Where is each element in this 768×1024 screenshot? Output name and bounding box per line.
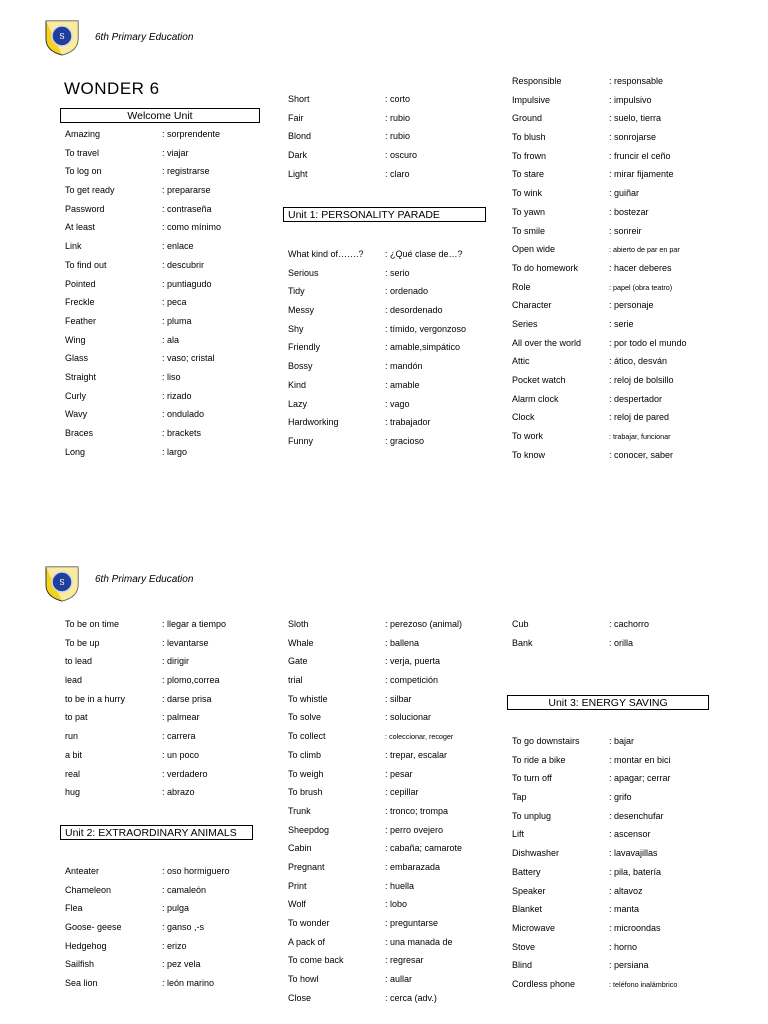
spanish-translation: : despertador (609, 393, 663, 404)
english-term: Link (65, 241, 82, 252)
spanish-translation: : ballena (385, 637, 420, 648)
english-term: To find out (65, 259, 107, 270)
unit1-heading: Unit 1: PERSONALITY PARADE (283, 207, 486, 222)
english-term: Ground (512, 113, 543, 124)
english-term: Print (288, 880, 307, 891)
spanish-translation: : león marino (162, 978, 215, 989)
spanish-translation: : manta (609, 904, 640, 915)
spanish-translation: : oso hormiguero (162, 866, 230, 876)
english-term: To collect (288, 731, 326, 742)
spanish-translation: : suelo, tierra (609, 113, 662, 124)
english-term: Flea (65, 903, 83, 914)
english-term: Impulsive (512, 94, 551, 105)
english-term: Cordless phone (512, 978, 576, 989)
spanish-translation: : sorprendente (162, 129, 221, 139)
english-term: At least (65, 222, 96, 233)
spanish-translation: : rubio (385, 112, 411, 123)
spanish-translation: : pesar (385, 768, 413, 779)
spanish-translation: : desordenado (385, 305, 443, 316)
spanish-translation: : guiñar (609, 188, 640, 199)
english-term: Clock (512, 412, 535, 423)
english-term: Whale (288, 637, 314, 648)
spanish-translation: : prepararse (162, 185, 211, 196)
spanish-translation: : largo (162, 446, 188, 457)
spanish-translation: : plomo,correa (162, 675, 220, 686)
spanish-translation: : tronco; trompa (385, 805, 449, 816)
svg-text:S: S (59, 578, 65, 587)
spanish-translation: : cabaña; camarote (385, 843, 463, 854)
english-term: Hedgehog (65, 940, 107, 951)
spanish-translation: : huella (385, 880, 415, 891)
english-term: To travel (65, 147, 100, 158)
spanish-translation: : pluma (162, 315, 192, 326)
spanish-translation: : vaso; cristal (162, 353, 215, 364)
english-term: Lift (512, 829, 525, 840)
spanish-translation: : ascensor (609, 829, 651, 840)
spanish-translation: : mirar fijamente (609, 169, 674, 180)
english-term: All over the world (512, 337, 582, 348)
english-term: To yawn (512, 206, 546, 217)
english-term: Kind (288, 379, 307, 390)
spanish-translation: : solucionar (385, 712, 432, 723)
english-term: Goose- geese (65, 922, 122, 933)
spanish-translation: : silbar (385, 693, 412, 704)
spanish-translation: : palmear (162, 712, 200, 723)
spanish-translation: : trepar, escalar (385, 749, 448, 760)
spanish-translation: : regresar (385, 955, 424, 966)
spanish-translation: : gracioso (385, 435, 425, 446)
english-term: To go downstairs (512, 736, 580, 746)
english-term: Anteater (65, 866, 100, 876)
spanish-translation: : coleccionar, recoger (385, 732, 454, 742)
english-term: lead (65, 675, 83, 686)
spanish-translation: : camaleón (162, 884, 207, 895)
spanish-translation: : abrazo (162, 787, 195, 798)
english-term: Tidy (288, 286, 305, 297)
school-label: 6th Primary Education (95, 574, 194, 585)
english-term: Chameleon (65, 884, 112, 895)
english-term: Sloth (288, 619, 309, 629)
spanish-translation: : llegar a tiempo (162, 619, 227, 629)
english-term: To howl (288, 974, 319, 985)
english-term: To ride a bike (512, 754, 566, 765)
english-term: Dark (288, 150, 308, 161)
english-term: Blond (288, 131, 312, 142)
unit2-heading: Unit 2: EXTRAORDINARY ANIMALS (60, 825, 253, 840)
english-term: To brush (288, 787, 323, 798)
spanish-translation: : un poco (162, 749, 200, 760)
english-term: to pat (65, 712, 88, 723)
spanish-translation: : oscuro (385, 150, 418, 161)
spanish-translation: : cerca (adv.) (385, 992, 437, 1003)
english-term: Stove (512, 941, 536, 952)
english-term: Responsible (512, 76, 562, 86)
page-title: WONDER 6 (64, 79, 160, 98)
spanish-translation: : apagar; cerrar (609, 773, 671, 784)
english-term: Wolf (288, 899, 306, 910)
spanish-translation: : altavoz (609, 885, 643, 896)
english-term: Sheepdog (288, 824, 330, 835)
spanish-translation: : orilla (609, 637, 634, 648)
spanish-translation: : vago (385, 398, 410, 409)
english-term: To know (512, 449, 546, 460)
spanish-translation: : pulga (162, 903, 190, 914)
english-term: Role (512, 281, 531, 292)
english-term: Series (512, 318, 538, 329)
english-term: Fair (288, 112, 304, 123)
english-term: Glass (65, 353, 89, 364)
school-logo (42, 563, 82, 603)
spanish-translation: : reloj de bolsillo (609, 375, 674, 385)
spanish-translation: : rizado (162, 390, 192, 401)
english-term: To blush (512, 132, 546, 143)
school-logo (42, 17, 82, 57)
spanish-translation: : ondulado (162, 409, 205, 420)
english-term: To work (512, 431, 544, 442)
english-term: Freckle (65, 297, 95, 308)
english-term: To weigh (288, 768, 324, 779)
english-term: Messy (288, 305, 315, 316)
spanish-translation: : perro ovejero (385, 824, 444, 835)
english-term: To whistle (288, 693, 328, 704)
english-term: to lead (65, 656, 93, 667)
english-term: To be on time (65, 619, 120, 629)
spanish-translation: : perezoso (animal) (385, 619, 463, 629)
english-term: trial (288, 675, 303, 686)
spanish-translation: : claro (385, 168, 410, 179)
spanish-translation: : erizo (162, 940, 187, 951)
spanish-translation: : puntiagudo (162, 278, 212, 289)
spanish-translation: : darse prisa (162, 693, 212, 704)
spanish-translation: : como mínimo (162, 222, 222, 233)
spanish-translation: : por todo el mundo (609, 337, 687, 348)
english-term: Cabin (288, 843, 312, 854)
spanish-translation: : ordenado (385, 286, 429, 297)
english-term: Password (65, 203, 105, 214)
english-term: To do homework (512, 262, 579, 273)
english-term: Gate (288, 656, 308, 667)
english-term: Wing (65, 334, 86, 345)
spanish-translation: : pez vela (162, 959, 201, 970)
english-term: Pocket watch (512, 375, 566, 385)
english-term: Funny (288, 435, 314, 446)
spanish-translation: : trabajar, funcionar (609, 432, 671, 442)
english-term: Sea lion (65, 978, 98, 989)
spanish-translation: : ala (162, 334, 180, 345)
english-term: Amazing (65, 129, 101, 139)
english-term: run (65, 731, 79, 742)
spanish-translation: : ático, desván (609, 356, 668, 367)
english-term: Hardworking (288, 417, 339, 428)
spanish-translation: : viajar (162, 147, 189, 158)
spanish-translation: : impulsivo (609, 94, 652, 105)
english-term: Bank (512, 637, 533, 648)
english-term: Blind (512, 960, 533, 971)
spanish-translation: : serio (385, 267, 410, 278)
english-term: To log on (65, 166, 102, 177)
english-term: Alarm clock (512, 393, 559, 404)
english-term: To frown (512, 150, 547, 161)
english-term: Braces (65, 428, 94, 438)
spanish-translation: : verdadero (162, 768, 208, 779)
english-term: Sailfish (65, 959, 95, 970)
english-term: Tap (512, 792, 527, 803)
spanish-translation: : microondas (609, 922, 661, 933)
english-term: Battery (512, 866, 541, 877)
spanish-translation: : preguntarse (385, 918, 439, 928)
spanish-translation: : liso (162, 371, 181, 382)
english-term: Attic (512, 356, 530, 367)
english-term: To unplug (512, 810, 552, 821)
spanish-translation: : personaje (609, 300, 654, 311)
spanish-translation: : ¿Qué clase de…? (385, 249, 463, 259)
welcome-unit-heading: Welcome Unit (60, 108, 260, 123)
english-term: Feather (65, 315, 97, 326)
english-term: Short (288, 94, 310, 104)
english-term: Serious (288, 267, 319, 278)
english-term: Dishwasher (512, 848, 560, 859)
spanish-translation: : dirigir (162, 656, 190, 667)
spanish-translation: : embarazada (385, 861, 441, 872)
spanish-translation: : abierto de par en par (609, 245, 680, 255)
english-term: Close (288, 992, 312, 1003)
english-term: Open wide (512, 244, 556, 255)
spanish-translation: : carrera (162, 731, 196, 742)
english-term: Pregnant (288, 861, 325, 872)
english-term: a bit (65, 749, 83, 760)
english-term: to be in a hurry (65, 693, 126, 704)
english-term: A pack of (288, 936, 326, 947)
spanish-translation: : trabajador (385, 417, 431, 428)
english-term: real (65, 768, 81, 779)
spanish-translation: : hacer deberes (609, 262, 672, 273)
spanish-translation: : grifo (609, 792, 632, 803)
english-term: Lazy (288, 398, 308, 409)
spanish-translation: : cachorro (609, 619, 650, 629)
spanish-translation: : serie (609, 318, 634, 329)
spanish-translation: : persiana (609, 960, 649, 971)
spanish-translation: : bajar (609, 736, 635, 746)
english-term: To come back (288, 955, 344, 966)
english-term: Wavy (65, 409, 88, 420)
spanish-translation: : amable,simpático (385, 342, 461, 353)
spanish-translation: : sonrojarse (609, 132, 657, 143)
english-term: Speaker (512, 885, 546, 896)
spanish-translation: : montar en bici (609, 754, 671, 765)
spanish-translation: : corto (385, 94, 411, 104)
english-term: Character (512, 300, 552, 311)
english-term: To wonder (288, 918, 330, 928)
spanish-translation: : conocer, saber (609, 449, 674, 460)
english-term: hug (65, 787, 81, 798)
spanish-translation: : lavavajillas (609, 848, 658, 859)
spanish-translation: : cepillar (385, 787, 419, 798)
spanish-translation: : teléfono inalámbrico (609, 979, 678, 989)
svg-text:S: S (59, 32, 65, 41)
english-term: Blanket (512, 904, 543, 915)
english-term: To wink (512, 188, 543, 199)
spanish-translation: : descubrir (162, 259, 205, 270)
unit3-heading: Unit 3: ENERGY SAVING (507, 695, 709, 710)
english-term: To climb (288, 749, 322, 760)
spanish-translation: : lobo (385, 899, 408, 910)
english-term: To smile (512, 225, 546, 236)
english-term: Light (288, 168, 308, 179)
english-term: Straight (65, 371, 97, 382)
english-term: What kind of…….? (288, 249, 364, 259)
spanish-translation: : rubio (385, 131, 411, 142)
spanish-translation: : amable (385, 379, 420, 390)
spanish-translation: : mandón (385, 361, 423, 372)
english-term: Trunk (288, 805, 311, 816)
english-term: Microwave (512, 922, 556, 933)
english-term: To turn off (512, 773, 552, 784)
spanish-translation: : sonreir (609, 225, 642, 236)
english-term: Friendly (288, 342, 321, 353)
english-term: Cub (512, 619, 529, 629)
spanish-translation: : ganso ,-s (162, 922, 205, 933)
english-term: Curly (65, 390, 87, 401)
english-term: To solve (288, 712, 322, 723)
spanish-translation: : horno (609, 941, 638, 952)
spanish-translation: : aullar (385, 974, 413, 985)
spanish-translation: : enlace (162, 241, 194, 252)
spanish-translation: : pila, batería (609, 866, 662, 877)
spanish-translation: : peca (162, 297, 187, 308)
english-term: Shy (288, 323, 304, 334)
spanish-translation: : tímido, vergonzoso (385, 323, 467, 334)
spanish-translation: : papel (obra teatro) (609, 282, 673, 292)
spanish-translation: : registrarse (162, 166, 210, 177)
spanish-translation: : desenchufar (609, 810, 664, 821)
english-term: Pointed (65, 278, 96, 289)
spanish-translation: : responsable (609, 76, 664, 86)
spanish-translation: : bostezar (609, 206, 649, 217)
spanish-translation: : reloj de pared (609, 412, 670, 423)
english-term: To get ready (65, 185, 115, 196)
spanish-translation: : brackets (162, 428, 202, 438)
spanish-translation: : verja, puerta (385, 656, 441, 667)
english-term: Long (65, 446, 86, 457)
spanish-translation: : fruncir el ceño (609, 150, 671, 161)
spanish-translation: : una manada de (385, 936, 453, 947)
english-term: To be up (65, 637, 100, 648)
school-label: 6th Primary Education (95, 32, 194, 43)
spanish-translation: : competición (385, 675, 439, 686)
spanish-translation: : contraseña (162, 203, 212, 214)
english-term: To stare (512, 169, 545, 180)
english-term: Bossy (288, 361, 313, 372)
spanish-translation: : levantarse (162, 637, 209, 648)
